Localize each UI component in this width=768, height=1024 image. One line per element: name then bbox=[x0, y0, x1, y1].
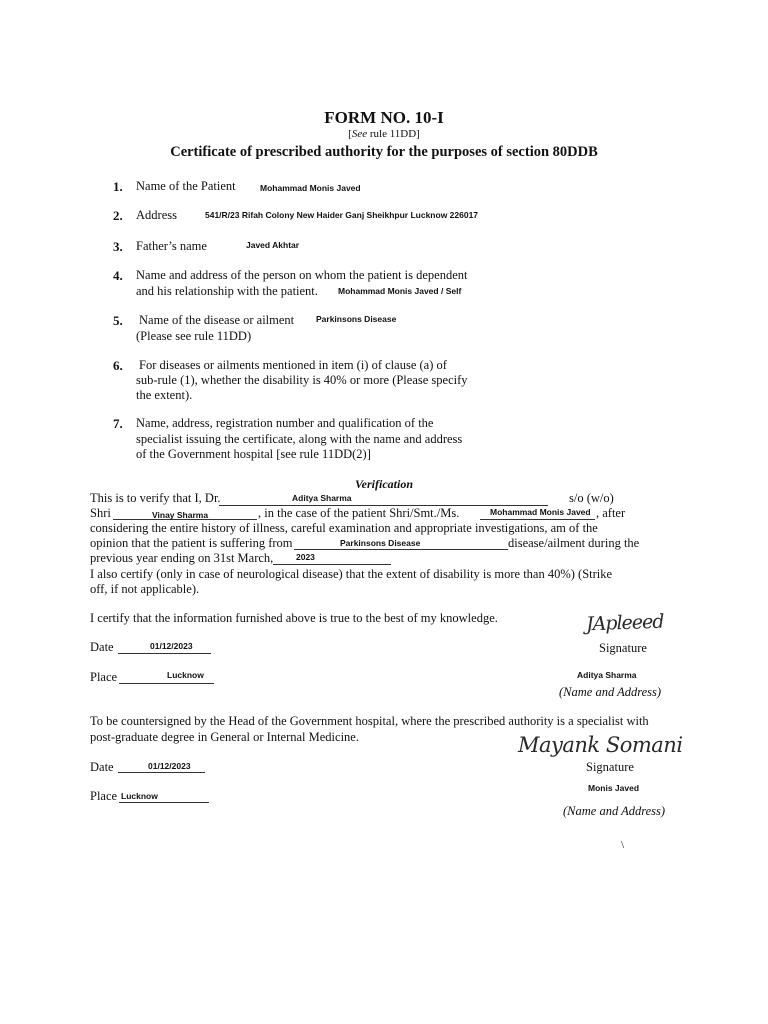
signer-name-2[interactable]: Monis Javed bbox=[588, 783, 640, 793]
signature-label-2: Signature bbox=[586, 760, 634, 774]
year-underline bbox=[273, 564, 391, 565]
patient-name-underline bbox=[480, 519, 595, 520]
verify-line2-mid: , in the case of the patient Shri/Smt./Ms. bbox=[258, 506, 460, 520]
countersign-line1: To be countersigned by the Head of the Government hospital, where the prescribed authority is a specialist with bbox=[90, 714, 649, 728]
signature-image-2: Mayank Somani bbox=[518, 733, 683, 757]
dependent-person-value[interactable]: Mohammad Monis Javed / Self bbox=[338, 286, 462, 296]
item-3-number: 3. bbox=[113, 239, 123, 254]
verify-line6: I also certify (only in case of neurological disease) that the extent of disability is more than 40%) (Strike bbox=[90, 567, 613, 581]
item-2-number: 2. bbox=[113, 208, 123, 223]
item-7-label-line1: Name, address, registration number and qualification of the bbox=[136, 416, 434, 430]
item-6-number: 6. bbox=[113, 358, 123, 373]
signature-label-1: Signature bbox=[599, 641, 647, 655]
disease-value[interactable]: Parkinsons Disease bbox=[316, 314, 397, 324]
verify-line5-prefix: previous year ending on 31st March, bbox=[90, 551, 274, 565]
verify-year-value[interactable]: 2023 bbox=[296, 552, 315, 562]
date-underline-1 bbox=[118, 653, 211, 654]
verify-line1-prefix: This is to verify that I, Dr. bbox=[90, 491, 221, 505]
place-label-1: Place bbox=[90, 670, 118, 684]
verify-line4-suffix: disease/ailment during the bbox=[508, 536, 640, 550]
rule-see: See bbox=[351, 128, 368, 140]
form-title: Certificate of prescribed authority for the purposes of section 80DDB bbox=[170, 144, 598, 160]
patient-name-value[interactable]: Mohammad Monis Javed bbox=[260, 183, 361, 193]
form-number: FORM NO. 10-I bbox=[324, 108, 444, 127]
item-4-number: 4. bbox=[113, 268, 123, 283]
place-value-1[interactable]: Lucknow bbox=[167, 670, 204, 680]
signature-image-1: JApleeed bbox=[585, 610, 664, 636]
date-underline-2 bbox=[118, 772, 205, 773]
item-1-number: 1. bbox=[113, 179, 123, 194]
place-label-2: Place bbox=[90, 789, 118, 803]
item-6-label-line2: sub-rule (1), whether the disability is 40% or more (Please specify bbox=[136, 373, 468, 387]
item-1-label: Name of the Patient bbox=[136, 179, 236, 193]
verify-line3: considering the entire history of illness, careful examination and appropriate investigations, am of the bbox=[90, 521, 598, 535]
signer-name-1[interactable]: Aditya Sharma bbox=[577, 670, 637, 680]
item-7-number: 7. bbox=[113, 416, 123, 431]
rule-reference bbox=[0, 128, 768, 140]
verify-disease-value[interactable]: Parkinsons Disease bbox=[340, 538, 421, 548]
verification-heading: Verification bbox=[354, 477, 413, 491]
name-address-label-1: (Name and Address) bbox=[559, 685, 662, 699]
item-2-label: Address bbox=[136, 208, 177, 222]
item-4-label-line1: Name and address of the person on whom the patient is dependent bbox=[136, 268, 468, 282]
verify-line2-prefix: Shri bbox=[90, 506, 111, 520]
item-6-label-line1: For diseases or ailments mentioned in item (i) of clause (a) of bbox=[139, 358, 447, 372]
verify-line2-suffix: , after bbox=[596, 506, 626, 520]
verify-line1-suffix: s/o (w/o) bbox=[569, 491, 614, 505]
doctor-name-value[interactable]: Aditya Sharma bbox=[292, 493, 352, 503]
rule-rest: rule 11DD] bbox=[367, 128, 420, 140]
item-6-label-line3: the extent). bbox=[136, 388, 193, 402]
date-label-2: Date bbox=[90, 760, 114, 774]
countersign-line2: post-graduate degree in General or Internal Medicine. bbox=[90, 730, 359, 744]
place-underline-1 bbox=[119, 683, 214, 684]
verify-patient-name-value[interactable]: Mohammad Monis Javed bbox=[490, 507, 591, 517]
rule-open: [ bbox=[348, 128, 352, 140]
verify-line7: off, if not applicable). bbox=[90, 582, 200, 596]
place-value-2[interactable]: Lucknow bbox=[121, 791, 158, 801]
place-underline-2 bbox=[119, 802, 209, 803]
item-5-label-line2: (Please see rule 11DD) bbox=[136, 329, 252, 343]
disease-underline bbox=[294, 549, 508, 550]
item-7-label-line3: of the Government hospital [see rule 11DD(2)] bbox=[136, 447, 371, 461]
date-value-2[interactable]: 01/12/2023 bbox=[148, 761, 191, 771]
fathers-name-value[interactable]: Javed Akhtar bbox=[246, 240, 300, 250]
address-value[interactable]: 541/R/23 Rifah Colony New Haider Ganj Sheikhpur Lucknow 226017 bbox=[205, 210, 479, 220]
item-7-label-line2: specialist issuing the certificate, along with the name and address bbox=[136, 432, 463, 446]
footer-mark: \ bbox=[621, 839, 625, 851]
verify-line4-prefix: opinion that the patient is suffering from bbox=[90, 536, 293, 550]
verify-father-name-value[interactable]: Vinay Sharma bbox=[152, 510, 209, 520]
name-address-label-2: (Name and Address) bbox=[563, 804, 666, 818]
item-5-label-line1: Name of the disease or ailment bbox=[139, 313, 295, 327]
item-5-number: 5. bbox=[113, 313, 123, 328]
date-value-1[interactable]: 01/12/2023 bbox=[150, 641, 193, 651]
date-label-1: Date bbox=[90, 640, 114, 654]
item-4-label-line2: and his relationship with the patient. bbox=[136, 284, 318, 298]
certify-statement: I certify that the information furnished above is true to the best of my knowledge. bbox=[90, 611, 498, 625]
item-3-label: Father’s name bbox=[136, 239, 207, 253]
